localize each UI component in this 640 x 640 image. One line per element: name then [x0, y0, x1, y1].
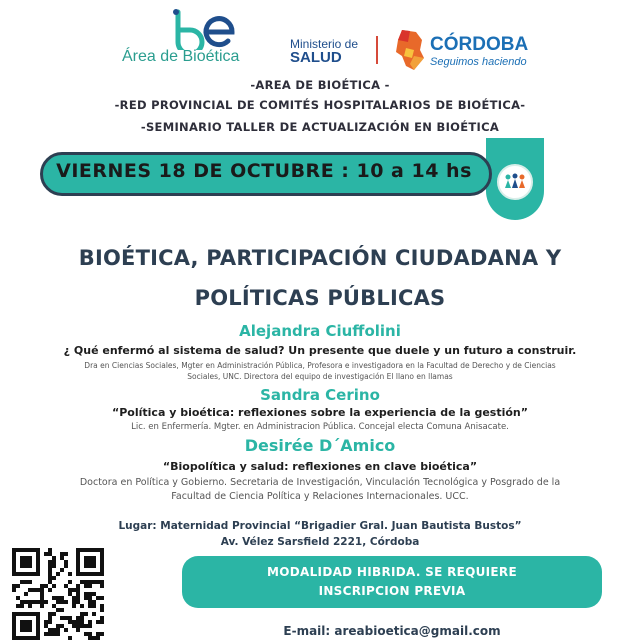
speaker-bio-3-line2: Facultad de Ciencia Política y Relaciones Internacionales. UCC.: [171, 491, 469, 502]
ministerio-salud-logo: [290, 38, 358, 64]
speaker-talk-1: ¿ Qué enfermó al sistema de salud? Un presente que duele y un futuro a construir.: [63, 344, 577, 357]
qr-code-icon[interactable]: [12, 548, 104, 640]
speaker-bio-1-line2: Sociales, UNC. Directora del equipo de investigación El llano en llamas: [187, 372, 453, 381]
ministerio-label: Ministerio de: [290, 37, 359, 51]
contact-email[interactable]: E-mail: areabioetica@gmail.com: [283, 624, 501, 638]
date-banner-text: VIERNES 18 DE OCTUBRE : 10 a 14 hs: [56, 160, 472, 182]
speaker-name-2: Sandra Cerino: [260, 386, 380, 404]
lugar-line2: Av. Vélez Sarsfield 2221, Córdoba: [220, 536, 420, 548]
speaker-name-3: Desirée D´Amico: [244, 436, 396, 455]
modalidad-line1: MODALIDAD HIBRIDA. SE REQUIERE: [267, 565, 517, 579]
header-line-area: -AREA DE BIOÉTICA -: [250, 78, 390, 92]
header-line-red: -RED PROVINCIAL DE COMITÉS HOSPITALARIOS DE BIOÉTICA-: [114, 98, 526, 112]
area-bioetica-title: Área de Bioética: [122, 48, 240, 65]
main-title-line1: BIOÉTICA, PARTICIPACIÓN CIUDADANA Y: [78, 246, 562, 270]
cordoba-province-icon: [392, 28, 428, 72]
cordoba-name: CÓRDOBA: [430, 34, 529, 55]
speaker-bio-1-line1: Dra en Ciencias Sociales, Mgter en Administración Pública, Profesora e investigadora en la Facultad de Derecho y de Ciencias: [84, 361, 556, 370]
speaker-name-1: Alejandra Ciuffolini: [239, 322, 401, 340]
header-line-seminario: -SEMINARIO TALLER DE ACTUALIZACIÓN EN BIOÉTICA: [140, 120, 500, 134]
speaker-talk-2: “Política y bioética: reflexiones sobre la experiencia de la gestión”: [112, 406, 528, 419]
comites-logo-icon: [497, 164, 533, 200]
speaker-bio-2-line1: Lic. en Enfermería. Mgter. en Administracion Pública. Concejal electa Comuna Anisacate.: [131, 422, 509, 432]
salud-label: SALUD: [290, 49, 342, 66]
lugar-line1: Lugar: Maternidad Provincial “Brigadier Gral. Juan Bautista Bustos”: [118, 520, 522, 532]
bioetica-logo-icon: [170, 8, 250, 50]
modalidad-box: [182, 556, 602, 608]
speaker-talk-3: “Biopolítica y salud: reflexiones en clave bioética”: [162, 460, 478, 473]
main-title-line2: POLÍTICAS PÚBLICAS: [194, 286, 446, 310]
cordoba-tagline: Seguimos haciendo: [430, 56, 527, 68]
logo-divider: [376, 36, 378, 64]
speaker-bio-3-line1: Doctora en Política y Gobierno. Secretaria de Investigación, Vinculación Tecnológica y Posgrado de la: [79, 477, 561, 488]
people-icon: [499, 166, 531, 198]
modalidad-line2: INSCRIPCION PREVIA: [318, 584, 466, 598]
